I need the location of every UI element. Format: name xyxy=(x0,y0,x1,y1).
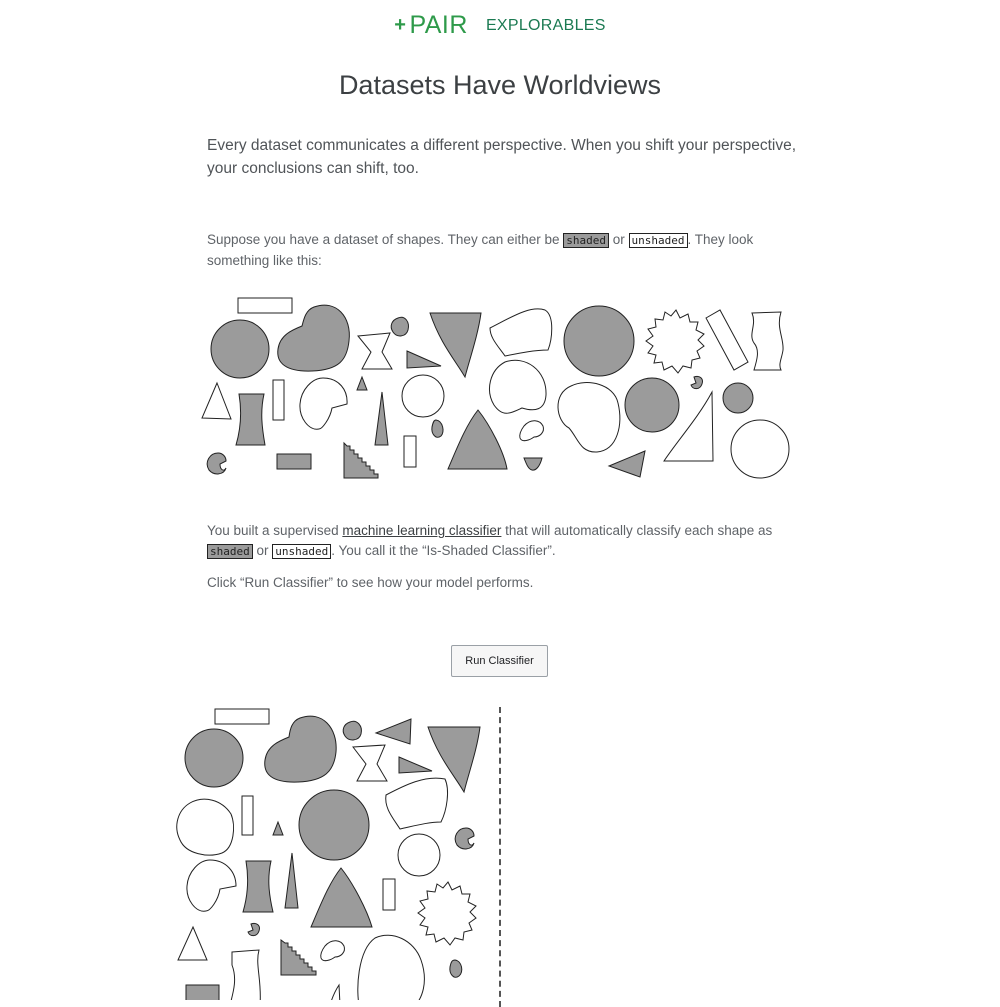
unshaded-tag: unshaded xyxy=(629,233,688,248)
classifier-divider xyxy=(499,707,501,1007)
site-header xyxy=(0,10,1000,40)
shape-curved-triangle xyxy=(448,410,507,469)
shapes-overview-illustration xyxy=(195,292,805,492)
shape-blob xyxy=(450,960,462,977)
shape-rect xyxy=(273,380,284,420)
classifier-text-middle: that will automatically classify each shape as xyxy=(501,523,773,538)
run-classifier-button[interactable]: Run Classifier xyxy=(451,645,548,677)
shape-blob xyxy=(391,317,408,336)
shape-spike xyxy=(285,853,298,908)
shape-rect xyxy=(242,796,253,835)
classifier-text-before: You built a supervised xyxy=(207,523,343,538)
shape-triangle xyxy=(178,927,207,960)
lead-paragraph: Every dataset communicates a different perspective. When you shift your perspective, your conclusions can shift, too. xyxy=(207,137,796,177)
shape-circle xyxy=(723,383,753,413)
shape-rect xyxy=(277,454,311,469)
shape-blob xyxy=(432,420,443,437)
shape-blob xyxy=(321,941,345,961)
ml-classifier-link[interactable]: machine learning classifier xyxy=(342,523,502,538)
shape-circle xyxy=(564,306,634,376)
shape-curved-triangle xyxy=(311,868,372,927)
shape-circle xyxy=(185,729,243,787)
shape-triangle xyxy=(407,351,441,368)
classifier-paragraph xyxy=(207,521,797,562)
pair-plus-icon: + xyxy=(394,13,407,36)
shape-concave-rect xyxy=(236,394,265,445)
intro-paragraph xyxy=(207,230,797,271)
shape-wavy xyxy=(230,950,260,1000)
shape-pacman xyxy=(187,860,236,911)
shaded-tag: shaded xyxy=(207,544,253,559)
shape-blob xyxy=(520,421,544,441)
shape-circle xyxy=(398,834,440,876)
shape-rect xyxy=(238,298,292,313)
classifier-text-or: or xyxy=(252,543,273,558)
instruction-paragraph: Click “Run Classifier” to see how your model performs. xyxy=(207,575,534,590)
shape-blob xyxy=(558,383,620,452)
shape-rect xyxy=(215,709,269,724)
shape-heart xyxy=(265,716,336,782)
explorables-label[interactable]: EXPLORABLES xyxy=(485,17,606,34)
page-title: Datasets Have Worldviews xyxy=(338,70,662,100)
unshaded-tag: unshaded xyxy=(272,544,331,559)
shape-circle xyxy=(731,420,789,478)
shape-circle xyxy=(625,378,679,432)
shape-chevron xyxy=(353,745,387,781)
shape-triangle xyxy=(376,719,411,744)
pair-logo-link[interactable] xyxy=(394,11,468,40)
shape-triangle xyxy=(202,383,231,419)
shape-pacman xyxy=(300,378,347,429)
classifier-text-after: . You call it the “Is-Shaded Classifier”. xyxy=(331,543,556,558)
shape-circle xyxy=(299,790,369,860)
shape-spike xyxy=(375,392,388,445)
shape-starburst xyxy=(646,310,704,373)
shape-pacman xyxy=(207,453,226,474)
shape-rotated-rect xyxy=(706,310,748,370)
shape-blob xyxy=(177,799,234,855)
shape-triangle xyxy=(399,757,432,773)
intro-text-or: or xyxy=(609,232,629,247)
shape-heart xyxy=(278,305,350,371)
classifier-shapes-area xyxy=(170,700,490,1000)
shape-small-pacman xyxy=(691,376,702,388)
intro-text-before: Suppose you have a dataset of shapes. They can either be xyxy=(207,232,564,247)
shape-wavy xyxy=(752,312,783,370)
shape-blob xyxy=(386,778,448,829)
shape-blob xyxy=(343,721,361,740)
shape-staircase xyxy=(281,940,316,975)
shape-blob xyxy=(358,935,425,1000)
shape-partial xyxy=(330,985,340,1000)
shape-rect xyxy=(404,436,416,467)
shape-staircase xyxy=(344,443,378,478)
shape-half-circle xyxy=(524,458,542,470)
shape-concave-rect xyxy=(243,861,273,912)
shape-rect xyxy=(383,879,395,910)
shape-triangle xyxy=(609,451,645,477)
shape-chevron xyxy=(358,333,392,369)
shape-circle xyxy=(211,320,269,378)
shape-circle xyxy=(402,375,444,417)
shaded-tag: shaded xyxy=(563,233,609,248)
shape-curved-triangle xyxy=(430,313,481,377)
shape-rect xyxy=(186,985,219,1000)
shape-blob xyxy=(490,309,552,356)
intro-text-after: . They look something like this: xyxy=(207,232,754,268)
shape-starburst xyxy=(418,882,476,945)
shape-small-triangle xyxy=(273,822,283,835)
shape-pacman xyxy=(455,828,474,849)
brand-name: PAIR xyxy=(409,10,468,39)
shape-small-triangle xyxy=(357,377,367,390)
shape-blob xyxy=(490,360,547,413)
shape-small-pacman xyxy=(248,923,259,935)
